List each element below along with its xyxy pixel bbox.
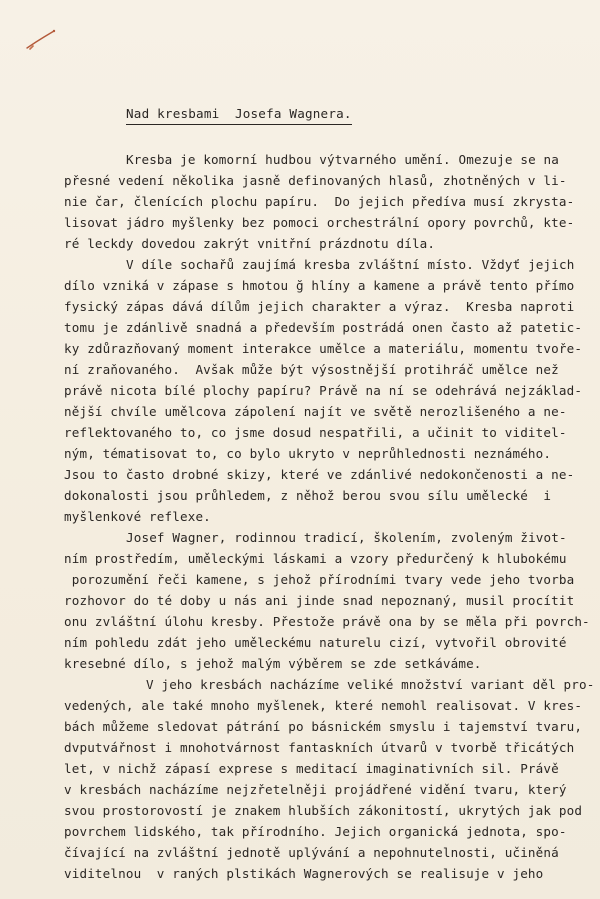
text-line: svou prostorovostí je znakem hlubších zákonitostí, ukrytých jak pod (64, 803, 583, 818)
text-line: porozumění řeči kamene, s jehož přírodními tvary vede jeho tvorba (64, 572, 575, 587)
text-line: myšlenkové reflexe. (64, 509, 211, 524)
text-line: vedených, ale také mnoho myšlenek, které nemohl realisovat. V kres- (64, 698, 583, 713)
text-line: reflektovaného to, co jsme dosud nespatřili, a učinit to viditel- (64, 425, 567, 440)
text-line: nější chvíle umělcova zápolení najít ve světě nerozlišeného a ne- (64, 404, 567, 419)
text-line: dvputvářnost i mnohotvárnost fantaskních útvarů v tvorbě třicátých (64, 740, 575, 755)
text-line: Kresba je komorní hudbou výtvarného umění. Omezuje se na (126, 152, 559, 167)
text-line: V jeho kresbách nacházíme veliké množství variant děl pro- (146, 677, 595, 692)
text-line: Josef Wagner, rodinnou tradicí, školením, zvoleným život- (126, 530, 567, 545)
text-line: nie čar, členících plochu papíru. Do jejich předíva musí zkrysta- (64, 194, 575, 209)
text-line: rozhovor do té doby u nás ani jinde snad nepoznaný, musil procítit (64, 593, 575, 608)
text-line: lisovat jádro myšlenky bez pomoci orchestrální opory povrchů, kte- (64, 215, 575, 230)
text-line: ním prostředím, uměleckými láskami a vzory předurčený k hlubokému (64, 551, 567, 566)
text-line: dokonalosti jsou průhledem, z něhož berou svou sílu umělecké i (64, 488, 552, 503)
text-line: v kresbách nacházíme nejzřetelněji projádřené vidění tvaru, který (64, 782, 567, 797)
text-line: ní zraňovaného. Avšak může být výsostnější protihráč umělce než (64, 362, 559, 377)
text-line: tomu je zdánlivě snadná a především postrádá onen často až patetic- (64, 320, 583, 335)
text-line: kresebné dílo, s jehož malým výběrem se zde setkáváme. (64, 656, 482, 671)
text-line: viditelnou v raných plstikách Wagnerových se realisuje v jeho (64, 866, 544, 881)
text-line: ky zdůrazňovaný moment interakce umělce a materiálu, momentu tvoře- (64, 341, 583, 356)
text-line: čívající na zvláštní jednotě uplývání a nepohnutelnosti, učiněná (64, 845, 559, 860)
text-line: ním pohledu zdát jeho uměleckému naturelu cizí, vytvořil obrovité (64, 635, 567, 650)
text-line: onu zvláštní úlohu kresby. Přestože právě ona by se měla při povrch- (64, 614, 590, 629)
text-line: bách můžeme sledovat pátrání po básnickém smyslu i tajemství tvaru, (64, 719, 583, 734)
text-line: V díle sochařů zaujímá kresba zvláštní místo. Vždyť jejich (126, 257, 575, 272)
text-line: fysický zápas dává dílům jejich charakter a výraz. Kresba naproti (64, 299, 575, 314)
text-line: právě nicota bílé plochy papíru? Právě na ní se odehrává nejzáklad- (64, 383, 583, 398)
text-line: let, v nichž zápasí exprese s meditací imaginativních sil. Právě (64, 761, 559, 776)
text-line: Jsou to často drobné skizy, které ve zdánlivé nedokončenosti a ne- (64, 467, 575, 482)
text-line: ré leckdy dovedou zakrýt vnitřní prázdnotu díla. (64, 236, 436, 251)
text-line: dílo vzniká v zápase s hmotou ğ hlíny a kamene a právě tento přímo (64, 278, 575, 293)
text-line: povrchem lidského, tak přírodního. Jejich organická jednota, spo- (64, 824, 567, 839)
document-title: Nad kresbami Josefa Wagnera. (126, 106, 352, 125)
text-line: ným, tématisovat to, co bylo ukryto v neprůhlednosti neznámého. (64, 446, 552, 461)
text-line: přesné vedení několika jasně definovaných hlasů, zhotněných v li- (64, 173, 567, 188)
